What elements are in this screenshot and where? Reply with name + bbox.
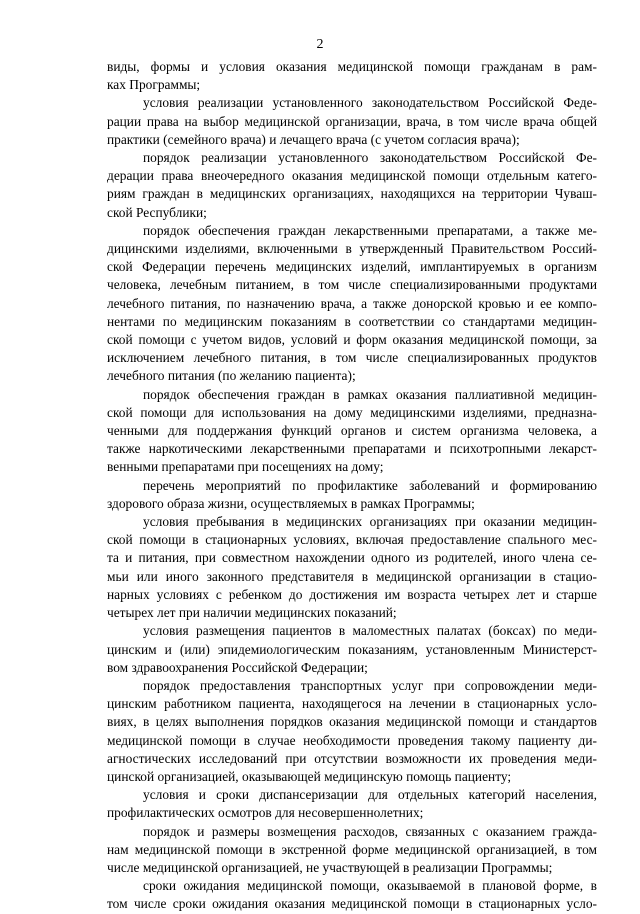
text-line: рации права на выбор медицинской организации, врача, в том числе врача общей [107,113,597,129]
text-line: также наркотическими лекарственными препаратами и психотропными лекарст- [107,441,597,457]
text-line: условия и сроки диспансеризации для отдельных категорий населения, [143,787,597,803]
paragraph [107,94,597,149]
text-line: условия пребывания в медицинских организациях при оказании медицин- [143,514,597,530]
text-line: лечебного питания (по желанию пациента); [107,368,356,384]
text-line: условия размещения пациентов в маломестных палатах (боксах) по меди- [143,623,597,639]
page-number: 2 [316,37,324,52]
text-line: нарных условиях с ребенком до достижения им возраста четырех лет и старше [107,586,597,602]
paragraph [107,222,597,386]
text-line: здорового образа жизни, осуществляемых в рамках Программы; [107,495,475,511]
paragraph [107,622,597,677]
text-line: ской Федерации перечень медицинских изделий, имплантируемых в организм [107,259,597,275]
text-line: человека, лечебным питанием, в том числе специализированными продуктами [107,277,597,293]
text-line: ках Программы; [107,77,201,93]
text-line: дерации права внеочередного оказания медицинской помощи отдельным катего- [107,168,597,184]
text-line: том числе сроки ожидания оказания медицинской помощи в стационарных усло- [107,896,597,912]
text-line: дицинскими изделиями, включенными в утвержденный Правительством Россий- [107,241,597,257]
text-line: профилактических осмотров для несовершеннолетних; [107,805,424,821]
text-line: ской помощи с учетом видов, условий и форм оказания медицинской помощи, за [107,332,597,348]
paragraph [107,513,597,622]
text-line: ской помощи в стационарных условиях, включая предоставление спального мес- [107,532,597,548]
text-line: риям граждан в медицинских организациях, находящихся на территории Чуваш- [107,186,597,202]
paragraph [107,477,597,513]
text-line: числе медицинской организацией, не участвующей в реализации Программы; [107,859,553,875]
paragraph [107,786,597,822]
text-line: ченными для поддержания функций органов и систем организма человека, а [107,423,597,439]
text-line: нам медицинской помощи в экстренной форме медицинской организацией, в том [107,841,597,857]
text-line: венными препаратами при посещениях на дому; [107,459,384,475]
text-line: ской Республики; [107,204,207,220]
text-line: виях, в целях выполнения порядков оказания медицинской помощи и стандартов [107,714,597,730]
paragraph [107,386,597,477]
text-line: сроки ожидания медицинской помощи, оказываемой в плановой форме, в [143,878,597,894]
text-line: порядок реализации установленного законодательством Российской Фе- [143,150,597,166]
text-line: порядок и размеры возмещения расходов, связанных с оказанием гражда- [143,823,597,839]
paragraph [107,149,597,222]
text-line: порядок обеспечения граждан в рамках оказания паллиативной медицин- [143,386,597,402]
text-line: ской помощи для использования на дому медицинскими изделиями, предназна- [107,404,597,420]
paragraph [107,877,597,913]
text-line: перечень мероприятий по профилактике заболеваний и формированию [143,477,597,493]
text-line: цинским и (или) эпидемиологическим показаниям, установленным Министерст- [107,641,597,657]
text-line: порядок обеспечения граждан лекарственными препаратами, а также ме- [143,222,597,238]
paragraph [107,677,597,786]
text-line: цинской организацией, оказывающей медицинскую помощь пациенту; [107,768,512,784]
text-line: мьи или иного законного представителя в медицинской организации в стацио- [107,568,597,584]
paragraph [107,58,597,94]
text-line: та и питания, при совместном нахождении одного из родителей, иного члена се- [107,550,597,566]
text-line: агностических исследований при отсутствии возможности их проведения меди- [107,750,597,766]
text-line: нентами по медицинским показаниям в соответствии со стандартами медицин- [107,313,597,329]
paragraph [107,823,597,878]
text-line: вом здравоохранения Российской Федерации; [107,659,368,675]
text-line: условия реализации установленного законодательством Российской Феде- [143,95,597,111]
text-line: четырех лет при наличии медицинских показаний; [107,605,397,621]
text-line: лечебного питания, по назначению врача, а также донорской кровью и ее компо- [107,295,597,311]
text-line: исключением лечебного питания, в том числе специализированных продуктов [107,350,597,366]
text-line: виды, формы и условия оказания медицинской помощи гражданам в рам- [107,59,597,74]
text-line: практики (семейного врача) и лечащего врача (с учетом согласия врача); [107,131,520,147]
text-line: цинским работником пациента, находящегося на лечении в стационарных усло- [107,696,597,712]
text-line: медицинской помощи в случае необходимости проведения такому пациенту ди- [107,732,597,748]
text-line: порядок предоставления транспортных услуг при сопровождении меди- [143,677,597,693]
document-body [107,58,597,914]
